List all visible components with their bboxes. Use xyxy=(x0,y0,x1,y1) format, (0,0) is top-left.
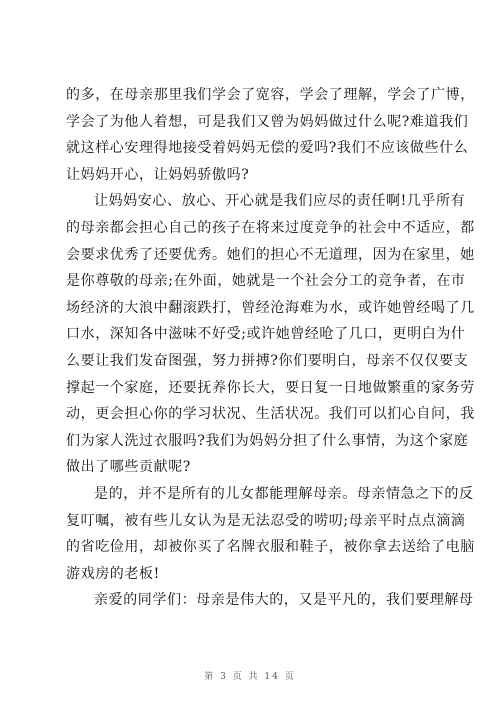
text-line: 复叮嘱，被有些儿女认为是无法忍受的唠叨;母亲平时点点滴滴 xyxy=(66,512,466,529)
text-line: 们为家人洗过衣服吗?我们为妈妈分担了什么事情，为这个家庭 xyxy=(66,432,469,449)
paragraph-2 xyxy=(66,188,475,481)
page-number-footer: 第 3 页 共 14 页 xyxy=(204,672,296,682)
text-line: 会要求优秀了还要优秀。她们的担心不无道理，因为在家里，她 xyxy=(66,246,475,263)
paragraph-4 xyxy=(66,587,474,614)
document-body xyxy=(66,82,475,614)
text-line: 让妈妈安心、放心、开心就是我们应尽的责任啊!几乎所有 xyxy=(94,193,466,210)
text-line: 是你尊敬的母亲;在外面，她就是一个社会分工的竞争者，在市 xyxy=(66,273,466,290)
text-line: 游戏房的老板! xyxy=(66,565,160,582)
text-line: 是的，并不是所有的儿女都能理解母亲。母亲情急之下的反 xyxy=(94,485,474,502)
text-line: 么要让我们发奋图强，努力拼搏?你们要明白，母亲不仅仅要支 xyxy=(66,352,469,369)
paragraph-1 xyxy=(66,82,475,188)
text-line: 就这样心安理得地接受着妈妈无偿的爱吗?我们不应该做些什么 xyxy=(66,140,469,157)
text-line: 动，更会担心你的学习状况、生活状况。我们可以扪心自问，我 xyxy=(66,406,475,423)
text-line: 撑起一个家庭，还要抚养你长大，要日复一日地做繁重的家务劳 xyxy=(66,379,475,396)
text-line: 让妈妈开心，让妈妈骄傲吗? xyxy=(66,166,250,183)
text-line: 做出了哪些贡献呢? xyxy=(66,459,191,476)
text-line: 的省吃俭用，却被你买了名牌衣服和鞋子，被你拿去送给了电脑 xyxy=(66,539,475,556)
paragraph-3 xyxy=(66,481,475,587)
text-line: 亲爱的同学们：母亲是伟大的，又是平凡的，我们要理解母 xyxy=(94,592,474,609)
text-line: 口水，深知各中滋味不好受;或许她曾经呛了几口，更明白为什 xyxy=(66,326,466,343)
text-line: 的母亲都会担心自己的孩子在将来过度竞争的社会中不适应，都 xyxy=(66,219,475,236)
text-line: 的多，在母亲那里我们学会了宽容，学会了理解，学会了广博， xyxy=(66,87,475,103)
text-line: 场经济的大浪中翻滚跌打，曾经沧海难为水，或许她曾经喝了几 xyxy=(66,299,475,316)
text-line: 学会了为他人着想，可是我们又曾为妈妈做过什么呢?难道我们 xyxy=(66,113,469,130)
